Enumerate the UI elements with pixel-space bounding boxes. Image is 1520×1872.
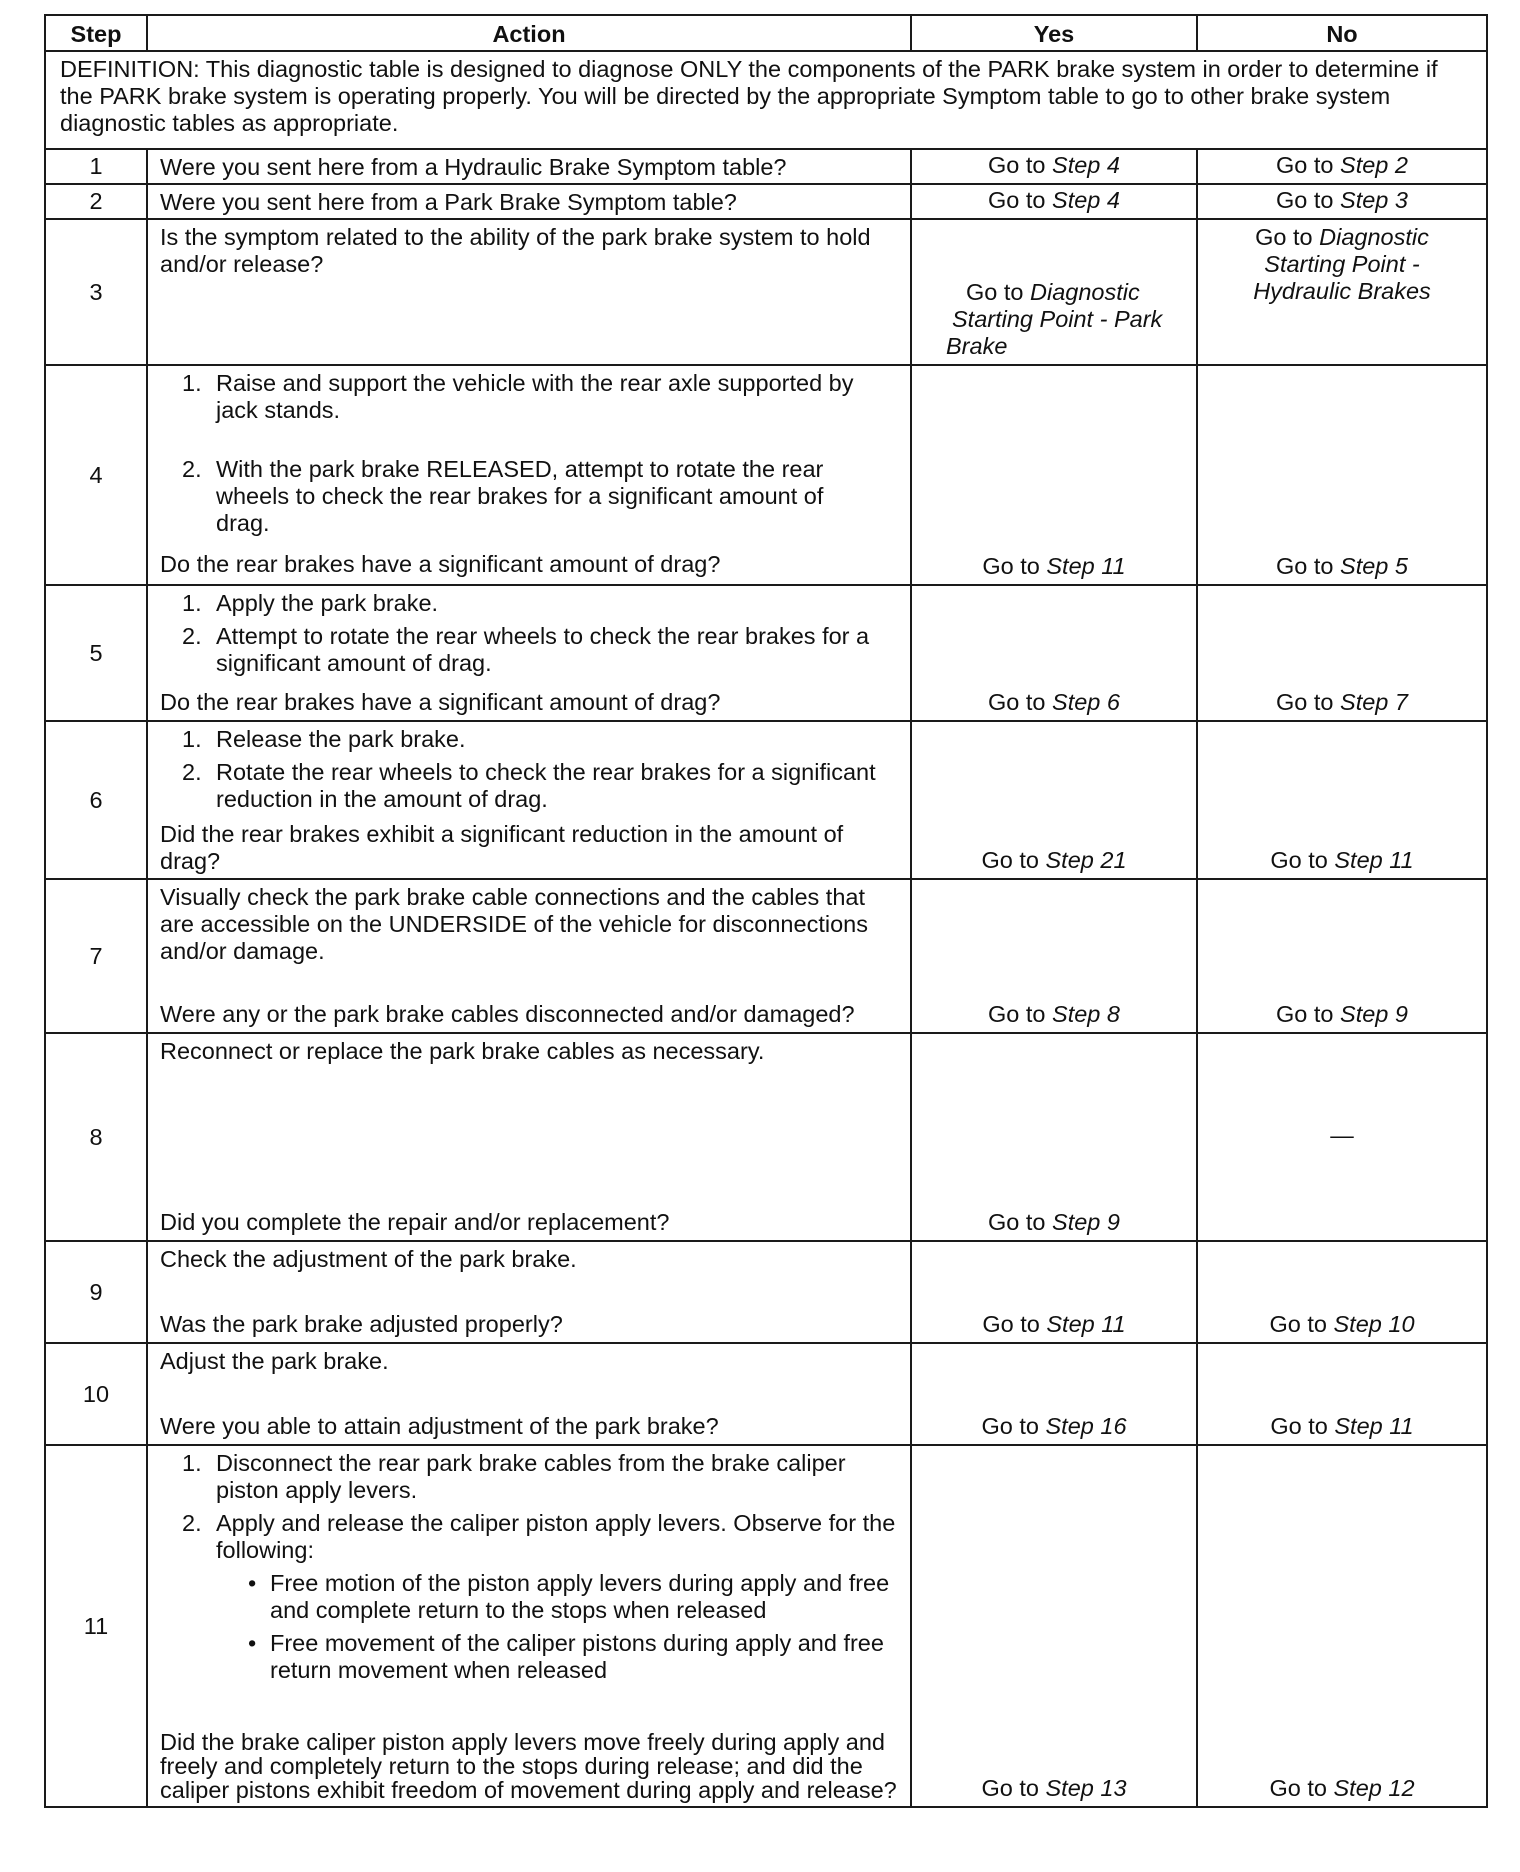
action-text: Visually check the park brake cable connections and the cables that are accessible on the UNDERSIDE of the vehicle for disconnections and/or damage.: [160, 884, 868, 964]
list-item: 2. With the park brake RELEASED, attempt to rotate the rear wheels to check the rear brakes for a significant amount of drag.: [182, 456, 824, 536]
yes-answer: Go to Step 11: [911, 1241, 1197, 1343]
action-text: Were you sent here from a Park Brake Symptom table?: [147, 184, 911, 219]
list-item: 2. Apply and release the caliper piston apply levers. Observe for the following:: [182, 1510, 896, 1563]
action-cell: [147, 879, 911, 1033]
header-row: [45, 15, 1487, 51]
step-number: 7: [45, 879, 147, 1033]
yes-answer: Go to Step 16: [911, 1343, 1197, 1445]
action-cell: [147, 721, 911, 879]
diagnostic-table-page: [44, 14, 1486, 1808]
no-answer: Go to Step 7: [1197, 585, 1487, 721]
no-answer: Go to Step 12: [1197, 1445, 1487, 1807]
no-answer: Go to Step 9: [1197, 879, 1487, 1033]
no-answer: Go to Step 5: [1197, 365, 1487, 585]
action-cell: [147, 1241, 911, 1343]
question-text: Do the rear brakes have a significant amount of drag?: [160, 689, 721, 715]
no-answer: Go to Step 11: [1197, 721, 1487, 879]
yes-answer: Go to Step 8: [911, 879, 1197, 1033]
bullet-item: • Free motion of the piston apply levers during apply and free and complete return to the stops when released: [248, 1570, 890, 1623]
question-text: Did the brake caliper piston apply levers move freely during apply and freely and completely return to the stops during release; and did the caliper pistons exhibit freedom of movement during apply and release?: [160, 1729, 897, 1803]
action-cell: [147, 1343, 911, 1445]
no-answer: Go to Step 3: [1197, 184, 1487, 219]
table-row: [45, 1445, 1487, 1807]
action-text: Is the symptom related to the ability of the park brake system to hold and/or release?: [147, 219, 911, 365]
step-number: 1: [45, 149, 147, 184]
table-row: [45, 184, 1487, 219]
question-text: Were any or the park brake cables disconnected and/or damaged?: [160, 1001, 855, 1027]
action-text: Check the adjustment of the park brake.: [160, 1246, 577, 1272]
step-number: 6: [45, 721, 147, 879]
action-cell: [147, 1445, 911, 1807]
no-answer: Go to Step 10: [1197, 1241, 1487, 1343]
definition-text: DEFINITION: This diagnostic table is designed to diagnose ONLY the components of the PARK brake system in order to determine if the PARK brake system is operating properly. You will be directed by the appropriate Symptom table to go to other brake system diagnostic tables as appropriate.: [45, 51, 1487, 149]
action-cell: [147, 1033, 911, 1241]
header-yes: Yes: [911, 15, 1197, 51]
step-number: 3: [45, 219, 147, 365]
action-text: Were you sent here from a Hydraulic Brake Symptom table?: [147, 149, 911, 184]
action-cell: [147, 365, 911, 585]
table-row: [45, 721, 1487, 879]
table-row: [45, 1343, 1487, 1445]
question-text: Was the park brake adjusted properly?: [160, 1311, 563, 1337]
header-action: Action: [147, 15, 911, 51]
action-text: Adjust the park brake.: [160, 1348, 389, 1374]
step-number: 9: [45, 1241, 147, 1343]
yes-answer: Go to Diagnostic Starting Point - Park Brake: [911, 219, 1197, 365]
table-row: [45, 219, 1487, 365]
question-text: Did you complete the repair and/or replacement?: [160, 1209, 670, 1235]
question-text: Did the rear brakes exhibit a significant reduction in the amount of drag?: [160, 821, 844, 874]
question-text: Do the rear brakes have a significant amount of drag?: [160, 551, 721, 577]
yes-answer: Go to Step 4: [911, 149, 1197, 184]
list-item: 1. Disconnect the rear park brake cables from the brake caliper piston apply levers.: [182, 1450, 846, 1503]
no-answer: Go to Step 11: [1197, 1343, 1487, 1445]
no-answer: Go to Diagnostic Starting Point - Hydraulic Brakes: [1197, 219, 1487, 365]
definition-row: [45, 51, 1487, 149]
table-row: [45, 149, 1487, 184]
list-item: 1. Raise and support the vehicle with the rear axle supported by jack stands.: [182, 370, 854, 423]
table-row: [45, 1241, 1487, 1343]
step-number: 4: [45, 365, 147, 585]
list-item: 2. Attempt to rotate the rear wheels to check the rear brakes for a significant amount of drag.: [182, 623, 870, 676]
table-row: [45, 365, 1487, 585]
action-text: Reconnect or replace the park brake cables as necessary.: [160, 1038, 765, 1064]
question-text: Were you able to attain adjustment of the park brake?: [160, 1413, 719, 1439]
yes-answer: Go to Step 13: [911, 1445, 1197, 1807]
yes-answer: Go to Step 6: [911, 585, 1197, 721]
table-row: [45, 1033, 1487, 1241]
park-brake-diagnostic-table: [44, 14, 1488, 1808]
step-number: 5: [45, 585, 147, 721]
step-number: 10: [45, 1343, 147, 1445]
list-item: 1. Release the park brake.: [182, 726, 466, 752]
step-number: 2: [45, 184, 147, 219]
yes-answer: Go to Step 21: [911, 721, 1197, 879]
no-answer: —: [1197, 1033, 1487, 1241]
list-item: 1. Apply the park brake.: [182, 590, 439, 616]
yes-answer: Go to Step 4: [911, 184, 1197, 219]
bullet-item: • Free movement of the caliper pistons during apply and free return movement when released: [248, 1630, 884, 1683]
header-no: No: [1197, 15, 1487, 51]
list-item: 2. Rotate the rear wheels to check the rear brakes for a significant reduction in the amount of drag.: [182, 759, 876, 812]
header-step: Step: [45, 15, 147, 51]
yes-answer: Go to Step 9: [911, 1033, 1197, 1241]
step-number: 11: [45, 1445, 147, 1807]
step-number: 8: [45, 1033, 147, 1241]
yes-answer: Go to Step 11: [911, 365, 1197, 585]
no-answer: Go to Step 2: [1197, 149, 1487, 184]
action-cell: [147, 585, 911, 721]
table-row: [45, 879, 1487, 1033]
table-row: [45, 585, 1487, 721]
